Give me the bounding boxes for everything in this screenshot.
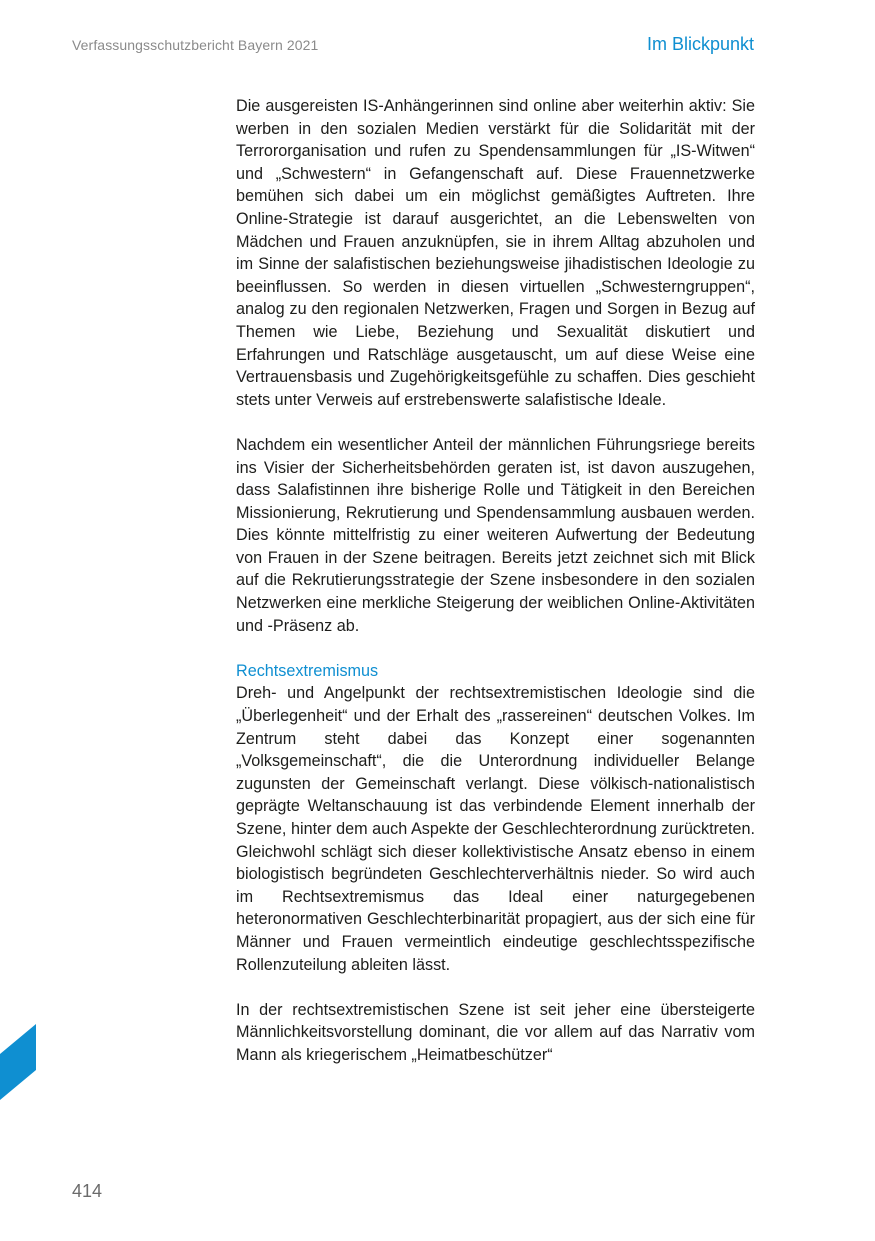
paragraph-4: In der rechtsextremistischen Szene ist seit jeher eine übersteigerte Männlichkeitsvorstellung dominant, die vor allem auf das Narrativ vom Mann als kriegerischem „Heimatbeschützer“ bbox=[236, 1000, 755, 1064]
section-title: Im Blickpunkt bbox=[646, 34, 754, 54]
subheading-rechtsextremismus: Rechtsextremismus bbox=[236, 661, 379, 680]
paragraph-1: Die ausgereisten IS-Anhängerinnen sind online aber weiterhin aktiv: Sie werben in den sozialen Medien verstärkt für die Solidarität mit der Terrororganisation und rufen zu Spendensammlungen für „IS-Witwen“ und „Schwestern“ in Gefangenschaft auf. Diese Frauennetzwerke bemühen sich dabei um ein möglichst gemäßigtes Auftreten. Ihre Online-Strategie ist darauf ausgerichtet, an die Lebenswelten von Mädchen und Frauen anzuknüpfen, sie in ihrem Alltag abzuholen und im Sinne der salafistischen beziehungsweise jihadistischen Ideologie zu beeinflussen. So werden in diesen virtuellen „Schwesterngruppen“, analog zu den regionalen Netzwerken, Fragen und Sorgen in Bezug auf Themen wie Liebe, Beziehung und Sexualität diskutiert und Erfahrungen und Ratschläge ausgetauscht, um auf diese Weise eine Vertrauensbasis und Zugehörigkeitsgefühle zu schaffen. Dies geschieht stets unter Verweis auf erstrebenswerte salafistische Ideale. bbox=[236, 97, 755, 409]
page-number: 414 bbox=[72, 1181, 103, 1201]
paragraph-3: Dreh- und Angelpunkt der rechtsextremistischen Ideologie sind die „Überlegenheit“ und der Erhalt des „rassereinen“ deutschen Volkes. Im Zentrum steht dabei das Konzept einer sogenannten „Volksgemeinschaft“, die die Unterordnung individueller Belange zugunsten der Gemeinschaft verlangt. Diese völkisch-nationalistisch geprägte Weltanschauung ist das verbindende Element innerhalb der Szene, hinter dem auch Aspekte der Geschlechterordnung zurücktreten. Gleichwohl schlägt sich dieser kollektivistische Ansatz ebenso in einem biologistisch begründeten Geschlechterverhältnis nieder. So wird auch im Rechtsextremismus das Ideal einer naturgegebenen heteronormativen Geschlechterbinarität propagiert, aus der sich eine für Männer und Frauen vermeintlich eindeutige geschlechtsspezifische Rollenzuteilung ableiten lässt. bbox=[236, 684, 755, 974]
publication-title: Verfassungsschutzbericht Bayern 2021 bbox=[72, 37, 319, 53]
paragraph-2: Nachdem ein wesentlicher Anteil der männlichen Führungsriege bereits ins Visier der Sicherheitsbehörden geraten ist, ist davon auszugehen, dass Salafistinnen ihre bisherige Rolle und Tätigkeit in den Bereichen Missionierung, Rekrutierung und Spendensammlung ausbauen werden. Dies könnte mittelfristig zu einer weiteren Aufwertung der Bedeutung von Frauen in der Szene beitragen. Bereits jetzt zeichnet sich mit Blick auf die Rekrutierungsstrategie der Szene insbesondere in den sozialen Netzwerken eine merkliche Steigerung der weiblichen Online-Aktivitäten und -Präsenz ab. bbox=[236, 435, 755, 635]
main-text bbox=[236, 95, 755, 1089]
page-edge-accent bbox=[0, 1024, 36, 1100]
